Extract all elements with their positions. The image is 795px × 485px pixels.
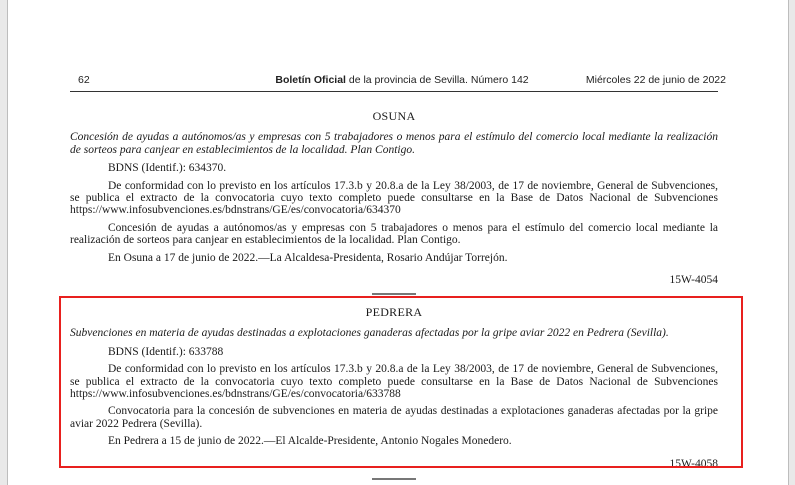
bdns-id: BDNS (Identif.): 634370. (108, 162, 227, 175)
bdns-id: BDNS (Identif.): 633788 (108, 345, 224, 358)
page-number: 62 (78, 74, 90, 86)
bulletin-title-rest: de la provincia de Sevilla. Número 142 (345, 74, 529, 86)
section-body-2: Concesión de ayudas a autónomos/as y empresas con 5 trabajadores o menos para el estímulo del comercio local mediante la realización de sorteos para canjear en establecimientos de la localidad. Plan Contigo. (70, 221, 718, 247)
issue-date: Miércoles 22 de junio de 2022 (585, 74, 726, 86)
section-osuna (70, 110, 718, 291)
section-body: De conformidad con lo previsto en los artículos 17.3.b y 20.8.a de la Ley 38/2003, de 17 de noviembre, General de Subvenciones, se publica el extracto de la convocatoria cuyo texto completo puede consultarse en la Base de Datos Nacional de Subvenciones https://www.infosubvenciones.es/bdnstrans/GE/es/convocatoria/634370 (70, 179, 718, 217)
section-separator-bottom (372, 478, 416, 480)
section-lead: Subvenciones en materia de ayudas destinadas a explotaciones ganaderas afectadas por la gripe aviar 2022 en Pedrera (Sevilla). (70, 327, 669, 340)
section-body: De conformidad con lo previsto en los artículos 17.3.b y 20.8.a de la Ley 38/2003, de 17 de noviembre, General de Subvenciones, se publica el extracto de la convocatoria cuyo texto completo puede consultarse en la Base de Datos Nacional de Subvenciones https://www.infosubvenciones.es/bdnstrans/GE/es/convocatoria/633788 (70, 363, 718, 401)
page-header (78, 74, 726, 88)
section-title: PEDRERA (365, 305, 423, 319)
reference-code: 15W-4054 (669, 274, 718, 287)
section-lead: Concesión de ayudas a autónomos/as y empresas con 5 trabajadores o menos para el estímulo del comercio local mediante la realización de sorteos para canjear en establecimientos de la localidad. Plan Contigo. (70, 131, 718, 156)
bulletin-title-bold: Boletín Oficial (275, 74, 346, 86)
header-rule (70, 91, 718, 92)
section-title: OSUNA (372, 109, 416, 123)
reference-code: 15W-4058 (669, 457, 718, 470)
highlight-box (59, 296, 743, 468)
section-separator (372, 293, 416, 295)
section-body-2: Convocatoria para la concesión de subvenciones en materia de ayudas destinadas a explotaciones ganaderas afectadas por la gripe aviar 2022 Pedrera (Sevilla). (70, 405, 718, 430)
section-signature: En Pedrera a 15 de junio de 2022.—El Alcalde-Presidente, Antonio Nogales Monedero. (108, 435, 512, 448)
section-signature: En Osuna a 17 de junio de 2022.—La Alcaldesa-Presidenta, Rosario Andújar Torrejón. (108, 251, 508, 264)
